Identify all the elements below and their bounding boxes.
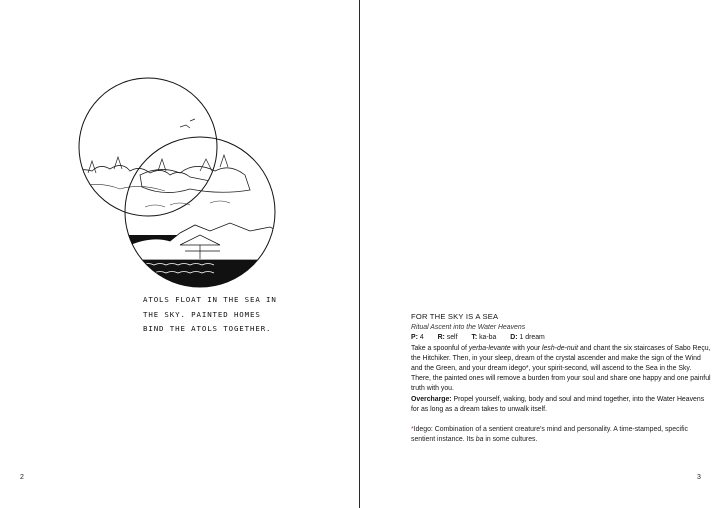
page-number-left: 2 <box>20 474 24 481</box>
ritual-entry <box>411 312 711 445</box>
left-page <box>0 0 359 508</box>
page-gutter <box>359 0 360 508</box>
entry-title: FOR THE SKY IS A SEA <box>411 312 499 321</box>
entry-body: Take a spoonful of yerba-levante with your lesh-de-nuit and chant the six staircases of Sabo Reçu, the Hitchiker. Then, in your sleep, dream of the crystal ascender and make the sign of the Wind and the Green, and your dream idego*, your spirit-second, will ascend to the Sea in the Sky. There, the painted ones will remove a burden from your soul and share one happy and one painful truth with you. <box>411 344 711 393</box>
caption-line: BIND THE ATOLS TOGETHER. <box>143 324 272 333</box>
stat-r: R: self <box>437 334 458 342</box>
entry-subtitle: Ritual Ascent into the Water Heavens <box>411 324 526 332</box>
page-number-right: 3 <box>697 474 701 481</box>
caption-line: ATOLS FLOAT IN THE SEA IN <box>143 295 277 304</box>
illustration-caption <box>143 293 283 337</box>
stat-t: T: ka-ba <box>471 334 497 342</box>
atolls-illustration <box>70 75 285 290</box>
entry-footnote: *Idego: Combination of a sentient creature's mind and personality. A time-stamped, specific sentient instance. Its ba in some cultures. <box>411 426 688 444</box>
entry-stats <box>411 333 711 343</box>
stat-d: D: 1 dream <box>510 334 545 342</box>
entry-overcharge: Overcharge: Propel yourself, waking, body and soul and mind together, into the Water Heavens for as long as a dream takes to unwalk itself. <box>411 395 705 413</box>
stat-p: P: 4 <box>411 334 424 342</box>
caption-line: THE SKY. PAINTED HOMES <box>143 309 261 319</box>
right-page <box>361 0 720 508</box>
